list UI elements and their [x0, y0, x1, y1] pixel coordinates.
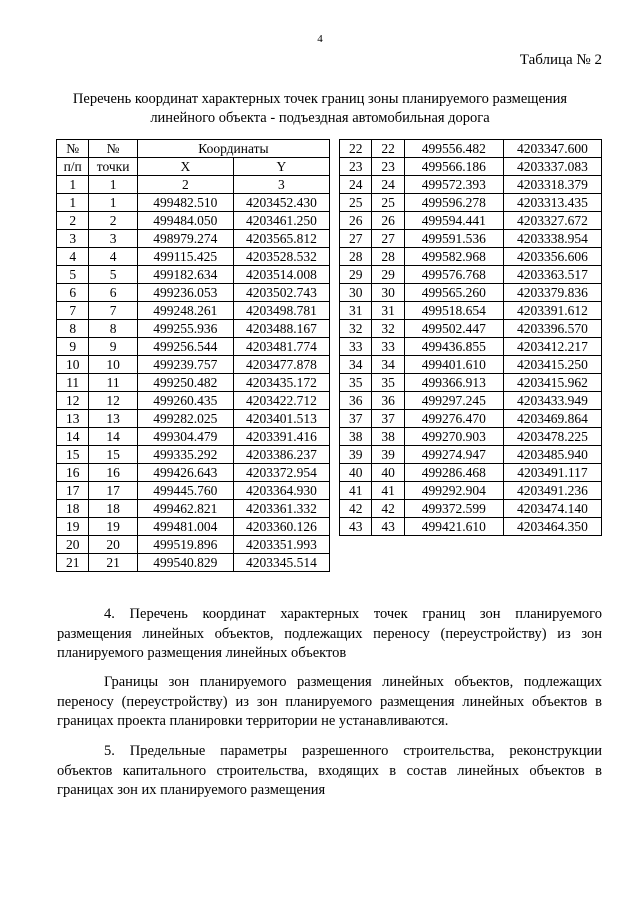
row-number-cell: 36: [340, 392, 372, 410]
point-number-cell: 40: [372, 464, 404, 482]
y-coordinate-cell: 4203498.781: [233, 302, 329, 320]
point-number-cell: 39: [372, 446, 404, 464]
x-coordinate-cell: 499255.936: [137, 320, 233, 338]
y-coordinate-cell: 4203318.379: [503, 176, 601, 194]
table-caption: Перечень координат характерных точек границ зоны планируемого размещения линейного объекта - подъездная автомобильная дорога: [72, 91, 568, 126]
row-number-cell: 25: [340, 194, 372, 212]
row-number-cell: 23: [340, 158, 372, 176]
table-row: [340, 446, 602, 464]
x-coordinate-cell: 499502.447: [404, 320, 503, 338]
row-number-cell: 3: [57, 230, 89, 248]
point-number-cell: 28: [372, 248, 404, 266]
y-coordinate-cell: 4203327.672: [503, 212, 601, 230]
point-number-cell: 13: [89, 410, 137, 428]
x-coordinate-cell: 499182.634: [137, 266, 233, 284]
table-row: [340, 464, 602, 482]
point-number-cell: 16: [89, 464, 137, 482]
point-number-cell: 11: [89, 374, 137, 392]
index-cell: 1: [57, 176, 89, 194]
table-row: [57, 428, 330, 446]
page-number: 4: [317, 33, 323, 45]
point-number-cell: 27: [372, 230, 404, 248]
point-number-cell: 14: [89, 428, 137, 446]
table-row: [340, 410, 602, 428]
point-number-cell: 37: [372, 410, 404, 428]
point-number-cell: 1: [89, 194, 137, 212]
x-coordinate-cell: 499292.904: [404, 482, 503, 500]
table-row: [57, 284, 330, 302]
index-cell: 1: [89, 176, 137, 194]
table-row: [340, 194, 602, 212]
point-number-cell: 2: [89, 212, 137, 230]
point-number-cell: 19: [89, 518, 137, 536]
x-coordinate-cell: 499576.768: [404, 266, 503, 284]
point-number-cell: 9: [89, 338, 137, 356]
table-row: [57, 194, 330, 212]
row-number-cell: 13: [57, 410, 89, 428]
y-coordinate-cell: 4203356.606: [503, 248, 601, 266]
row-number-cell: 11: [57, 374, 89, 392]
y-coordinate-cell: 4203401.513: [233, 410, 329, 428]
x-coordinate-cell: 499582.968: [404, 248, 503, 266]
point-number-cell: 18: [89, 500, 137, 518]
y-coordinate-cell: 4203338.954: [503, 230, 601, 248]
table-row: [340, 374, 602, 392]
y-coordinate-cell: 4203478.225: [503, 428, 601, 446]
point-number-cell: 35: [372, 374, 404, 392]
row-number-cell: 22: [340, 140, 372, 158]
row-number-cell: 26: [340, 212, 372, 230]
point-number-cell: 21: [89, 554, 137, 572]
y-coordinate-cell: 4203363.517: [503, 266, 601, 284]
x-coordinate-cell: 499236.053: [137, 284, 233, 302]
y-coordinate-cell: 4203464.350: [503, 518, 601, 536]
table-row: [57, 446, 330, 464]
table-row: [57, 230, 330, 248]
y-coordinate-cell: 4203474.140: [503, 500, 601, 518]
y-coordinate-cell: 4203415.250: [503, 356, 601, 374]
table-row: [340, 140, 602, 158]
y-coordinate-cell: 4203386.237: [233, 446, 329, 464]
row-number-cell: 17: [57, 482, 89, 500]
y-coordinate-cell: 4203452.430: [233, 194, 329, 212]
y-coordinate-cell: 4203481.774: [233, 338, 329, 356]
table-row: [340, 428, 602, 446]
row-number-cell: 10: [57, 356, 89, 374]
x-coordinate-cell: 499518.654: [404, 302, 503, 320]
header-num-top: №: [57, 140, 89, 158]
row-number-cell: 8: [57, 320, 89, 338]
y-coordinate-cell: 4203360.126: [233, 518, 329, 536]
y-coordinate-cell: 4203396.570: [503, 320, 601, 338]
point-number-cell: 38: [372, 428, 404, 446]
y-coordinate-cell: 4203351.993: [233, 536, 329, 554]
row-number-cell: 2: [57, 212, 89, 230]
row-number-cell: 18: [57, 500, 89, 518]
row-number-cell: 24: [340, 176, 372, 194]
x-coordinate-cell: 499366.913: [404, 374, 503, 392]
x-coordinate-cell: 499248.261: [137, 302, 233, 320]
x-coordinate-cell: 499462.821: [137, 500, 233, 518]
row-number-cell: 16: [57, 464, 89, 482]
table-row: [57, 518, 330, 536]
y-coordinate-cell: 4203433.949: [503, 392, 601, 410]
x-coordinate-cell: 499481.004: [137, 518, 233, 536]
row-number-cell: 5: [57, 266, 89, 284]
table-row: [57, 464, 330, 482]
x-coordinate-cell: 499335.292: [137, 446, 233, 464]
table-row: [57, 212, 330, 230]
point-number-cell: 7: [89, 302, 137, 320]
header-row: [57, 140, 330, 158]
x-coordinate-cell: 499421.610: [404, 518, 503, 536]
table-row: [340, 392, 602, 410]
y-coordinate-cell: 4203502.743: [233, 284, 329, 302]
header-row: [57, 158, 330, 176]
table-row: [57, 482, 330, 500]
y-coordinate-cell: 4203435.172: [233, 374, 329, 392]
table-row: [340, 518, 602, 536]
x-coordinate-cell: 498979.274: [137, 230, 233, 248]
table-row: [57, 356, 330, 374]
x-coordinate-cell: 499304.479: [137, 428, 233, 446]
point-number-cell: 17: [89, 482, 137, 500]
x-coordinate-cell: 499286.468: [404, 464, 503, 482]
table-row: [57, 320, 330, 338]
x-coordinate-cell: 499565.260: [404, 284, 503, 302]
row-number-cell: 4: [57, 248, 89, 266]
y-coordinate-cell: 4203469.864: [503, 410, 601, 428]
y-coordinate-cell: 4203461.250: [233, 212, 329, 230]
header-index-row: [57, 176, 330, 194]
row-number-cell: 30: [340, 284, 372, 302]
x-coordinate-cell: 499556.482: [404, 140, 503, 158]
point-number-cell: 12: [89, 392, 137, 410]
table-row: [57, 248, 330, 266]
point-number-cell: 26: [372, 212, 404, 230]
y-coordinate-cell: 4203565.812: [233, 230, 329, 248]
point-number-cell: 43: [372, 518, 404, 536]
row-number-cell: 31: [340, 302, 372, 320]
row-number-cell: 20: [57, 536, 89, 554]
y-coordinate-cell: 4203485.940: [503, 446, 601, 464]
table-row: [57, 392, 330, 410]
row-number-cell: 41: [340, 482, 372, 500]
x-coordinate-cell: 499484.050: [137, 212, 233, 230]
x-coordinate-cell: 499256.544: [137, 338, 233, 356]
point-number-cell: 5: [89, 266, 137, 284]
y-coordinate-cell: 4203347.600: [503, 140, 601, 158]
table-row: [340, 158, 602, 176]
y-coordinate-cell: 4203412.217: [503, 338, 601, 356]
y-coordinate-cell: 4203379.836: [503, 284, 601, 302]
table-row: [340, 356, 602, 374]
x-coordinate-cell: 499482.510: [137, 194, 233, 212]
y-coordinate-cell: 4203422.712: [233, 392, 329, 410]
row-number-cell: 14: [57, 428, 89, 446]
point-number-cell: 3: [89, 230, 137, 248]
table-label: Таблица № 2: [519, 52, 602, 68]
y-coordinate-cell: 4203491.117: [503, 464, 601, 482]
table-row: [340, 302, 602, 320]
header-coords: Координаты: [137, 140, 329, 158]
header-point-top: №: [89, 140, 137, 158]
row-number-cell: 7: [57, 302, 89, 320]
table-row: [57, 338, 330, 356]
header-point-bottom: точки: [89, 158, 137, 176]
y-coordinate-cell: 4203391.612: [503, 302, 601, 320]
point-number-cell: 42: [372, 500, 404, 518]
x-coordinate-cell: 499436.855: [404, 338, 503, 356]
index-cell: 2: [137, 176, 233, 194]
row-number-cell: 19: [57, 518, 89, 536]
row-number-cell: 29: [340, 266, 372, 284]
x-coordinate-cell: 499426.643: [137, 464, 233, 482]
x-coordinate-cell: 499260.435: [137, 392, 233, 410]
point-number-cell: 24: [372, 176, 404, 194]
y-coordinate-cell: 4203514.008: [233, 266, 329, 284]
x-coordinate-cell: 499274.947: [404, 446, 503, 464]
row-number-cell: 1: [57, 194, 89, 212]
row-number-cell: 12: [57, 392, 89, 410]
y-coordinate-cell: 4203415.962: [503, 374, 601, 392]
table-row: [57, 266, 330, 284]
row-number-cell: 32: [340, 320, 372, 338]
index-cell: 3: [233, 176, 329, 194]
y-coordinate-cell: 4203345.514: [233, 554, 329, 572]
row-number-cell: 6: [57, 284, 89, 302]
point-number-cell: 10: [89, 356, 137, 374]
coordinates-table-left: [56, 139, 330, 572]
point-number-cell: 15: [89, 446, 137, 464]
coordinates-table-right: [339, 139, 602, 536]
y-coordinate-cell: 4203528.532: [233, 248, 329, 266]
table-row: [57, 374, 330, 392]
row-number-cell: 42: [340, 500, 372, 518]
point-number-cell: 22: [372, 140, 404, 158]
table-row: [340, 212, 602, 230]
x-coordinate-cell: 499270.903: [404, 428, 503, 446]
row-number-cell: 39: [340, 446, 372, 464]
point-number-cell: 33: [372, 338, 404, 356]
x-coordinate-cell: 499276.470: [404, 410, 503, 428]
point-number-cell: 8: [89, 320, 137, 338]
y-coordinate-cell: 4203372.954: [233, 464, 329, 482]
point-number-cell: 6: [89, 284, 137, 302]
point-number-cell: 20: [89, 536, 137, 554]
point-number-cell: 41: [372, 482, 404, 500]
table-row: [340, 248, 602, 266]
table-row: [57, 536, 330, 554]
y-coordinate-cell: 4203477.878: [233, 356, 329, 374]
x-coordinate-cell: 499445.760: [137, 482, 233, 500]
y-coordinate-cell: 4203337.083: [503, 158, 601, 176]
table-row: [340, 482, 602, 500]
y-coordinate-cell: 4203364.930: [233, 482, 329, 500]
table-row: [340, 338, 602, 356]
x-coordinate-cell: 499540.829: [137, 554, 233, 572]
x-coordinate-cell: 499591.536: [404, 230, 503, 248]
x-coordinate-cell: 499572.393: [404, 176, 503, 194]
table-row: [340, 176, 602, 194]
header-x: X: [137, 158, 233, 176]
y-coordinate-cell: 4203313.435: [503, 194, 601, 212]
table-row: [340, 230, 602, 248]
point-number-cell: 31: [372, 302, 404, 320]
row-number-cell: 9: [57, 338, 89, 356]
row-number-cell: 21: [57, 554, 89, 572]
x-coordinate-cell: 499594.441: [404, 212, 503, 230]
y-coordinate-cell: 4203491.236: [503, 482, 601, 500]
paragraph-section-4: 4. Перечень координат характерных точек границ зон планируемого размещения линейных объектов, подлежащих переносу (переустройству) из зон планируемого размещения линейных объектов: [57, 606, 602, 661]
point-number-cell: 29: [372, 266, 404, 284]
point-number-cell: 36: [372, 392, 404, 410]
row-number-cell: 43: [340, 518, 372, 536]
table-row: [340, 320, 602, 338]
table-row: [340, 284, 602, 302]
point-number-cell: 30: [372, 284, 404, 302]
x-coordinate-cell: 499372.599: [404, 500, 503, 518]
x-coordinate-cell: 499519.896: [137, 536, 233, 554]
table-row: [340, 266, 602, 284]
x-coordinate-cell: 499282.025: [137, 410, 233, 428]
y-coordinate-cell: 4203361.332: [233, 500, 329, 518]
table-row: [340, 500, 602, 518]
row-number-cell: 28: [340, 248, 372, 266]
x-coordinate-cell: 499250.482: [137, 374, 233, 392]
table-row: [57, 302, 330, 320]
header-num-bottom: п/п: [57, 158, 89, 176]
table-row: [57, 500, 330, 518]
point-number-cell: 4: [89, 248, 137, 266]
row-number-cell: 33: [340, 338, 372, 356]
y-coordinate-cell: 4203488.167: [233, 320, 329, 338]
table-row: [57, 554, 330, 572]
point-number-cell: 34: [372, 356, 404, 374]
row-number-cell: 37: [340, 410, 372, 428]
row-number-cell: 34: [340, 356, 372, 374]
x-coordinate-cell: 499239.757: [137, 356, 233, 374]
x-coordinate-cell: 499566.186: [404, 158, 503, 176]
x-coordinate-cell: 499596.278: [404, 194, 503, 212]
x-coordinate-cell: 499297.245: [404, 392, 503, 410]
row-number-cell: 35: [340, 374, 372, 392]
point-number-cell: 25: [372, 194, 404, 212]
paragraph-boundaries: Границы зон планируемого размещения линейных объектов, подлежащих переносу (переустройству) из зон планируемого размещения линейных объектов в границах проекта планировки территории не устанавливаются.: [57, 674, 602, 729]
point-number-cell: 23: [372, 158, 404, 176]
paragraph-section-5: 5. Предельные параметры разрешенного строительства, реконструкции объектов капитального строительства, входящих в состав линейных объектов в границах зон их планируемого размещения: [57, 743, 602, 798]
x-coordinate-cell: 499115.425: [137, 248, 233, 266]
point-number-cell: 32: [372, 320, 404, 338]
row-number-cell: 38: [340, 428, 372, 446]
y-coordinate-cell: 4203391.416: [233, 428, 329, 446]
row-number-cell: 15: [57, 446, 89, 464]
header-y: Y: [233, 158, 329, 176]
table-row: [57, 410, 330, 428]
x-coordinate-cell: 499401.610: [404, 356, 503, 374]
row-number-cell: 27: [340, 230, 372, 248]
row-number-cell: 40: [340, 464, 372, 482]
